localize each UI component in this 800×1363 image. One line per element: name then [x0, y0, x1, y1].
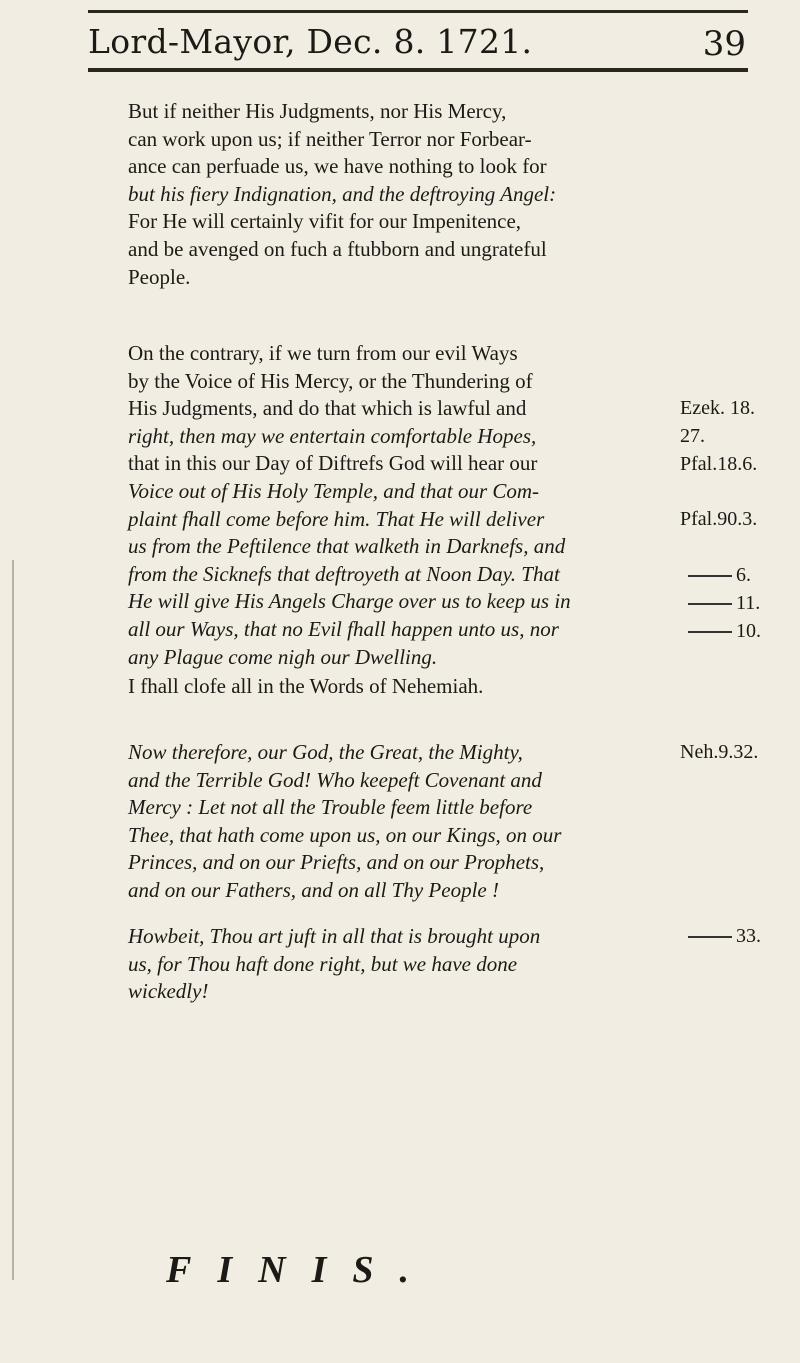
text-line: plaint fhall come before him. That He will deliver: [128, 506, 545, 531]
header-rule-top: [88, 10, 748, 13]
text-line: Thee, that hath come upon us, on our Kings, on our: [128, 822, 562, 847]
text-line: He will give His Angels Charge over us to keep us in: [128, 589, 571, 614]
text-line: Howbeit, Thou art juft in all that is brought upon: [128, 924, 541, 948]
text-line: and the Terrible God! Who keepeft Covenant and: [128, 767, 542, 792]
text-line: But if neither His Judgments, nor His Mercy,: [128, 99, 507, 123]
running-header: [88, 18, 748, 66]
text-line: us, for Thou haft done right, but we have done: [128, 951, 518, 976]
text-line: wickedly!: [128, 979, 209, 1004]
text-line: all our Ways, that no Evil fhall happen unto us, nor: [128, 616, 559, 641]
ref-dash: [688, 936, 732, 938]
margin-ref-v6: [688, 562, 798, 590]
ref-label: 10.: [736, 620, 761, 642]
margin-ref-v10: [688, 618, 798, 646]
text-line: I fhall clofe all in the Words of Nehemiah.: [128, 674, 484, 698]
paragraph-5: [128, 923, 676, 1006]
finis-colophon: FINIS.: [166, 1249, 435, 1291]
running-title: Lord-Mayor, Dec. 8. 1721.: [88, 22, 533, 61]
text-line: right, then may we entertain comfortable Hopes,: [128, 423, 537, 448]
text-line: Princes, and on our Priefts, and on our Prophets,: [128, 850, 545, 875]
text-line: any Plague come nigh our Dwelling.: [128, 644, 438, 669]
paragraph-1: [128, 98, 718, 291]
page-number: 39: [702, 24, 746, 64]
text-line: Now therefore, our God, the Great, the Mighty,: [128, 740, 523, 764]
page-gutter-shadow: [12, 560, 14, 1280]
text-line: us from the Peftilence that walketh in Darknefs, and: [128, 534, 566, 559]
text-line: On the contrary, if we turn from our evil Ways: [128, 341, 518, 365]
paragraph-3: [128, 673, 718, 701]
text-line: ance can perfuade us, we have nothing to look for: [128, 154, 547, 179]
text-line: by the Voice of His Mercy, or the Thundering of: [128, 368, 533, 393]
margin-ref-neh: Neh.9.32.: [680, 741, 759, 763]
ref-label: 33.: [736, 925, 761, 947]
margin-ref-ezek: Ezek. 18.: [680, 397, 755, 419]
text-line: Voice out of His Holy Temple, and that our Com-: [128, 478, 540, 503]
text-line: and on our Fathers, and on all Thy People !: [128, 877, 499, 902]
ref-dash: [688, 575, 732, 577]
text-line: but his fiery Indignation, and the deftroying Angel:: [128, 181, 557, 206]
text-line: that in this our Day of Diftrefs God will hear our: [128, 451, 538, 476]
text-line: and be avenged on fuch a ftubborn and ungrateful: [128, 236, 547, 261]
margin-ref-ezek-verse: 27.: [680, 425, 705, 447]
ref-dash: [688, 603, 732, 605]
text-line: For He will certainly vifit for our Impenitence,: [128, 209, 522, 234]
ref-dash: [688, 631, 732, 633]
paragraph-2: [128, 340, 676, 671]
text-line: His Judgments, and do that which is lawful and: [128, 396, 527, 421]
paragraph-4: [128, 739, 676, 905]
margin-ref-v11: [688, 590, 798, 618]
ref-label: 11.: [736, 592, 761, 614]
text-line: Mercy : Let not all the Trouble feem little before: [128, 795, 533, 820]
margin-ref-v33: [688, 923, 798, 951]
header-rule-bottom: [88, 68, 748, 72]
margin-ref-psal18: Pfal.18.6.: [680, 453, 758, 475]
ref-label: 6.: [736, 564, 751, 586]
margin-ref-psal90: Pfal.90.3.: [680, 508, 758, 530]
text-line: from the Sicknefs that deftroyeth at Noon Day. That: [128, 561, 560, 586]
text-line: can work upon us; if neither Terror nor Forbear-: [128, 126, 532, 151]
text-line: People.: [128, 264, 191, 289]
